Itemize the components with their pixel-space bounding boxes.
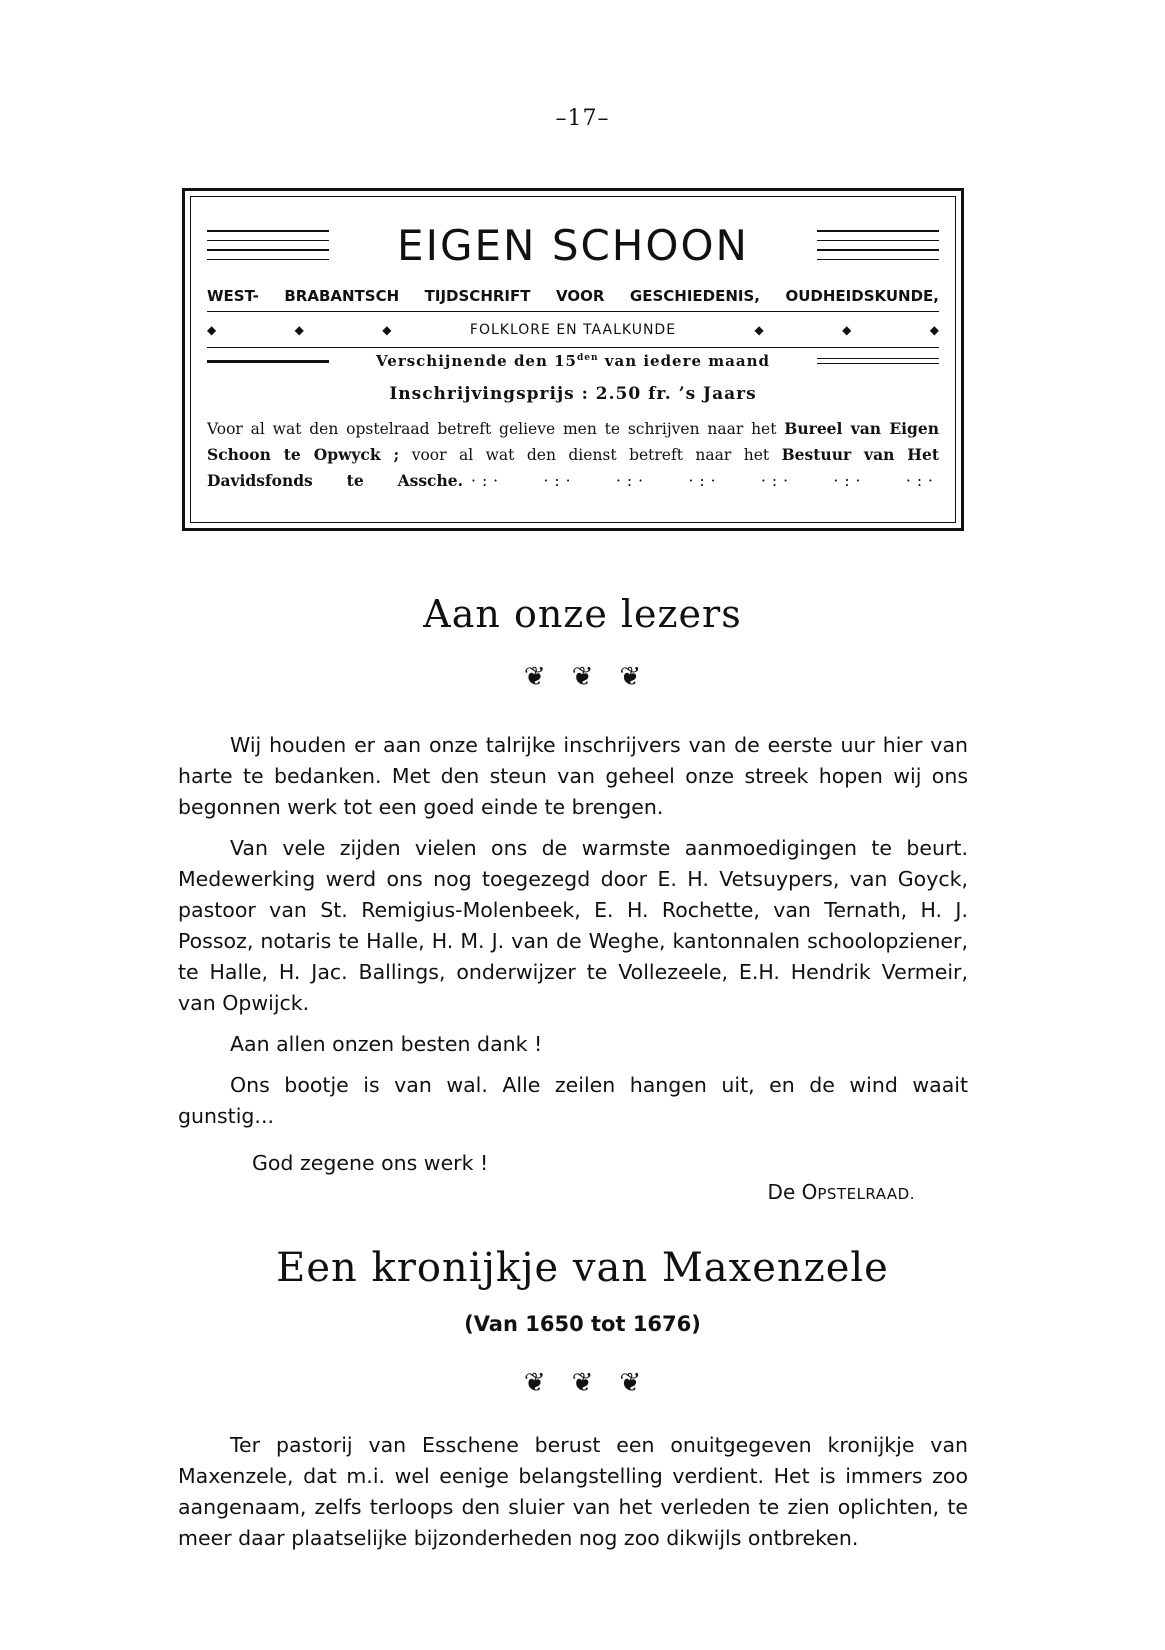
masthead-title-row xyxy=(207,221,939,269)
signature-smallcaps: PSTELRAAD. xyxy=(817,1185,915,1203)
diamond-ornament: ◆ xyxy=(207,323,217,337)
appearance-rule-right xyxy=(817,358,939,364)
article2-heading: Een kronijkje van Maxenzele xyxy=(276,1245,889,1291)
subtitle-word: VOOR xyxy=(555,287,605,305)
diamond-ornament: ◆ xyxy=(294,323,304,337)
paragraph: Ons bootje is van wal. Alle zeilen hangen uit, en de wind waait gunstig... xyxy=(178,1073,968,1128)
appearance-sup: den xyxy=(576,353,599,363)
subtitle-word: OUDHEIDSKUNDE, xyxy=(785,287,939,305)
page-number: –17– xyxy=(555,106,610,131)
masthead-subtitle-line2: FOLKLORE EN TAALKUNDE xyxy=(469,322,677,338)
diamond-ornament: ◆ xyxy=(382,323,392,337)
title-rule-left xyxy=(207,230,329,260)
subtitle-word: WEST- xyxy=(207,287,259,305)
paragraph: Aan allen onzen besten dank ! xyxy=(230,1032,543,1056)
contact-bold: te Assche. xyxy=(312,471,464,490)
article1-heading: Aan onze lezers xyxy=(423,592,742,636)
appearance-rest: van iedere maand xyxy=(598,352,770,370)
masthead-diamond-row xyxy=(207,319,939,341)
masthead-box xyxy=(182,188,964,531)
subtitle-word: GESCHIEDENIS, xyxy=(629,287,760,305)
diamond-ornament: ◆ xyxy=(929,323,939,337)
subtitle-word: BRABANTSCH xyxy=(284,287,400,305)
subtitle-word: TIJDSCHRIFT xyxy=(424,287,531,305)
signature xyxy=(768,1180,915,1204)
article2-body xyxy=(178,1430,968,1554)
contact-bold: Bestuur van Het Davidsfonds xyxy=(207,445,939,490)
contact-text: voor al wat den dienst betreft naar het xyxy=(399,446,782,464)
signature-prefix: De xyxy=(767,1180,802,1204)
masthead-divider xyxy=(207,311,939,312)
fleuron-ornament: ❦❦❦ xyxy=(523,1368,668,1398)
article1-body xyxy=(178,730,968,1132)
paragraph: Van vele zijden vielen ons de warmste aanmoedigingen te beurt. Medewerking werd ons nog toegezegd door E. H. Vetsuypers, van Goyck, pastoor van St. Remigius-Molenbeek, E. H. Rochette, van Ternath, H. J. Possoz, notaris te Halle, H. M. J. van de Weghe, kantonnalen schoolopziener, te Halle, H. Jac. Ballings, onderwijzer te Vollezeele, E.H. Hendrik Vermeir, van Opwijck. xyxy=(178,836,968,1015)
appearance-text xyxy=(376,352,770,370)
paragraph: Wij houden er aan onze talrijke inschrijvers van de eerste uur hier van harte te bedanken. Met den steun van geheel onze streek hopen wij ons begonnen werk tot een goed einde te brengen. xyxy=(178,733,968,819)
masthead-appearance-row xyxy=(207,349,939,373)
masthead-title: EIGEN SCHOON xyxy=(397,220,749,270)
signature-initial: O xyxy=(801,1180,818,1204)
appearance-main: Verschijnende den 15 xyxy=(376,352,577,370)
contact-bold: Bureel van Eigen Schoon te Opwyck ; xyxy=(207,419,939,464)
masthead-contact-paragraph xyxy=(207,416,939,494)
closing-line: God zegene ons werk ! xyxy=(252,1151,489,1175)
fleuron-ornament: ❦❦❦ xyxy=(523,662,668,692)
subscription-price: Inschrijvingsprijs : 2.50 fr. ’s Jaars xyxy=(389,384,757,404)
contact-text: Voor al wat den opstelraad betreft gelieve men te schrijven naar het xyxy=(207,420,785,438)
diamond-ornament: ◆ xyxy=(754,323,764,337)
paragraph: Ter pastorij van Esschene berust een onuitgegeven kronijkje van Maxenzele, dat m.i. wel eenige belangstelling verdient. Het is immers zoo aangenaam, zelfs terloops den sluier van het verleden te zien oplichten, te meer daar plaatselijke bijzonderheden nog zoo dikwijls ontbreken. xyxy=(178,1433,968,1550)
article2-subheading: (Van 1650 tot 1676) xyxy=(464,1312,701,1336)
ornament-row: ·:· ·:· ·:· ·:· ·:· ·:· ·:· xyxy=(471,472,939,490)
masthead-subtitle xyxy=(207,287,939,305)
title-rule-right xyxy=(817,230,939,260)
masthead-divider xyxy=(207,347,939,348)
appearance-rule-left xyxy=(207,360,329,363)
diamond-ornament: ◆ xyxy=(842,323,852,337)
